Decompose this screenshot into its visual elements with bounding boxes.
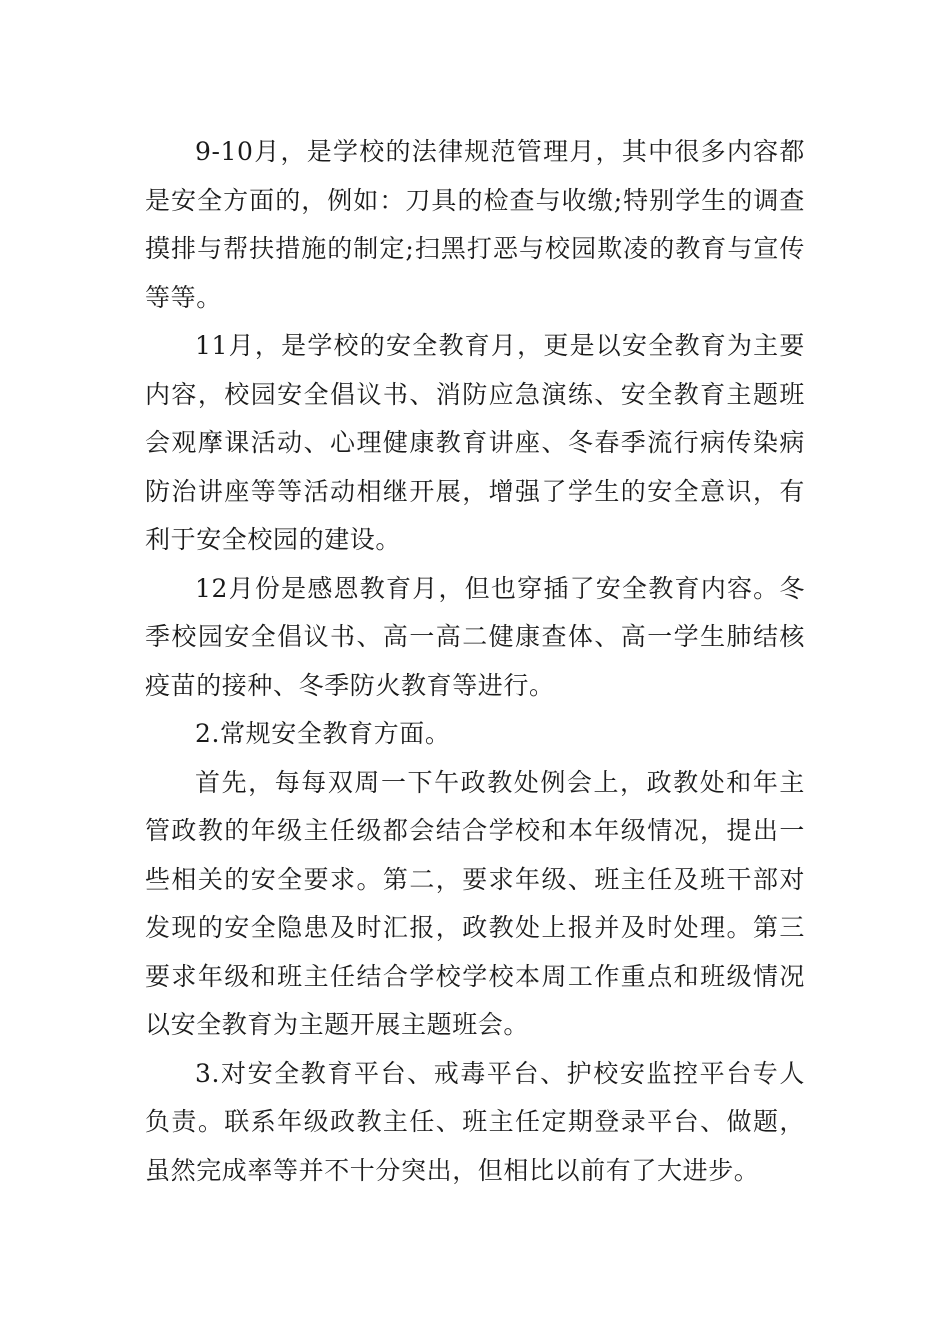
- paragraph-gratitude-month: 12月份是感恩教育月，但也穿插了安全教育内容。冬季校园安全倡议书、高一高二健康查体、高一学生肺结核疫苗的接种、冬季防火教育等进行。: [145, 573, 805, 700]
- paragraph-routine-safety: 首先，每每双周一下午政教处例会上，政教处和年主管政教的年级主任级都会结合学校和本年级情况，提出一些相关的安全要求。第二，要求年级、班主任及班干部对发现的安全隐患及时汇报，政教处上报并及时处理。第三要求年级和班主任结合学校学校本周工作重点和班级情况以安全教育为主题开展主题班会。: [145, 767, 805, 1039]
- section-heading-routine-safety: 2.常规安全教育方面。: [195, 719, 451, 748]
- paragraph-platforms: 3.对安全教育平台、戒毒平台、护校安监控平台专人负责。联系年级政教主任、班主任定期登录平台、做题，虽然完成率等并不十分突出，但相比以前有了大进步。: [145, 1058, 805, 1185]
- paragraph-safety-month: 11月，是学校的安全教育月，更是以安全教育为主要内容，校园安全倡议书、消防应急演练、安全教育主题班会观摩课活动、心理健康教育讲座、冬春季流行病传染病防治讲座等等活动相继开展，增强了学生的安全意识，有利于安全校园的建设。: [145, 331, 805, 554]
- paragraph-legal-month: 9-10月，是学校的法律规范管理月，其中很多内容都是安全方面的，例如：刀具的检查与收缴;特别学生的调查摸排与帮扶措施的制定;扫黑打恶与校园欺凌的教育与宣传等等。: [145, 137, 805, 312]
- document-body: [145, 128, 805, 1195]
